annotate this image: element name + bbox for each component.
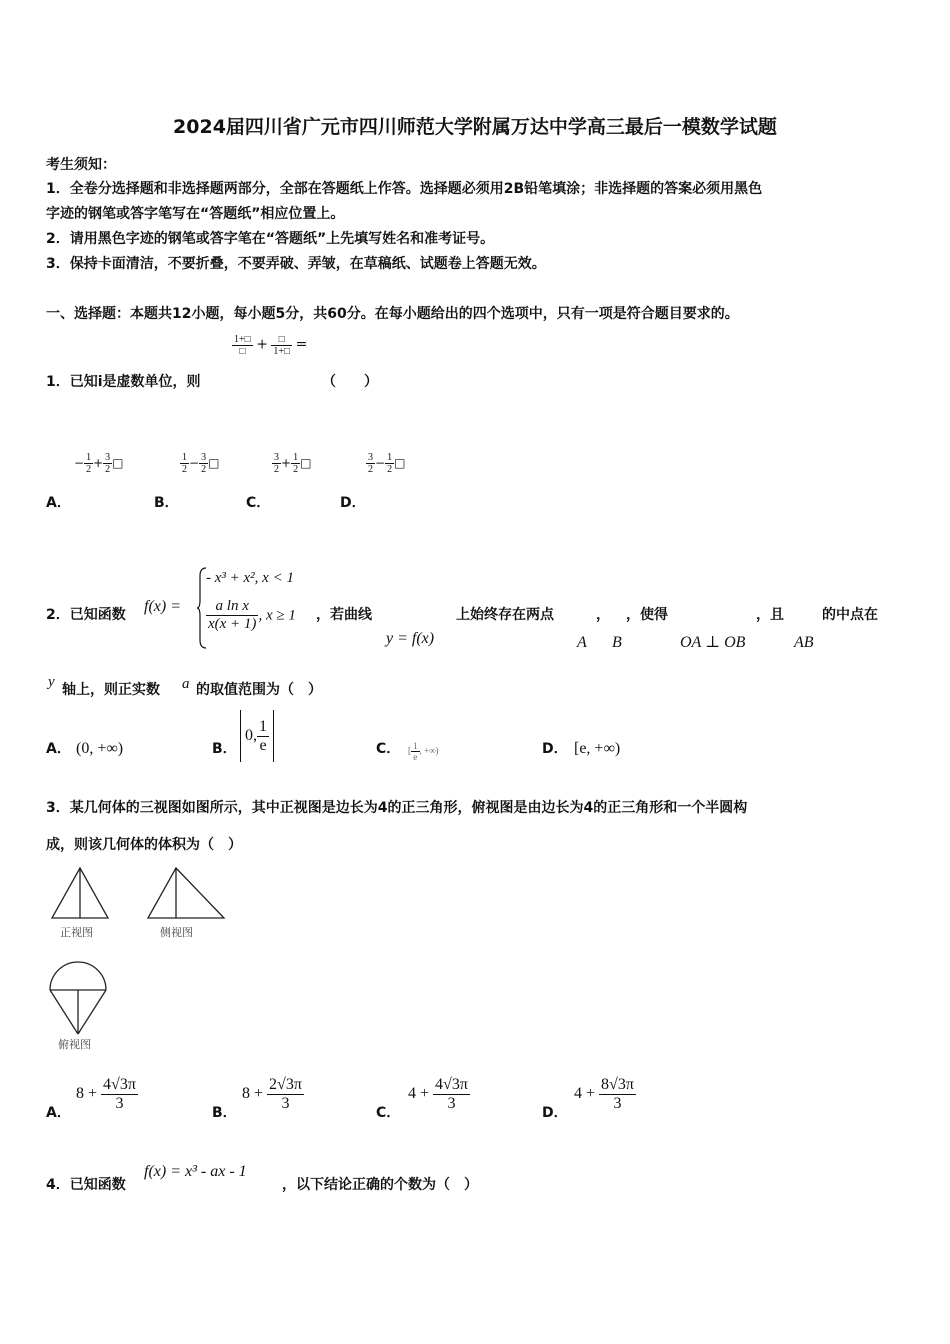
q1-option-d-label[interactable]: D． (340, 495, 366, 511)
q3-stem-2: 成，则该几何体的体积为（ ） (46, 837, 242, 853)
q2-text-2: 上始终存在两点 (456, 607, 554, 623)
q3-option-b-value: 8 + $\frac{2√3\pi}{3}$ (242, 1076, 302, 1112)
side-view-label: 侧视图 (160, 926, 193, 939)
top-view-label: 俯视图 (58, 1038, 91, 1051)
q2-curve: y = f(x) (386, 630, 435, 647)
q4-stem-a: 4．已知函数 (46, 1177, 126, 1193)
q2-point-b: B (612, 634, 622, 651)
q3-option-c-value: 4 + $\frac{4√3\pi}{3}$ (408, 1076, 468, 1112)
q3-option-a-value: 8 + $\frac{4√3\pi}{3}$ (76, 1076, 136, 1112)
q2-perp: OA ⊥ OB (680, 634, 746, 651)
q3-three-views (46, 866, 246, 1056)
q1-option-c-label[interactable]: C． (246, 495, 271, 511)
notice-item-1: 1．全卷分选择题和非选择题两部分，全部在答题纸上作答。选择题必须用2B铅笔填涂；非选择题的答案必须用黑色 (46, 181, 763, 197)
q4-formula: f(x) = x³ - ax - 1 (144, 1163, 247, 1180)
q3-option-d-value: 4 + $\frac{8√3\pi}{3}$ (574, 1076, 634, 1112)
notice-header: 考生须知： (46, 157, 116, 173)
front-view-label: 正视图 (60, 926, 93, 939)
q1-frac-a: $\frac{1+□}{□}$ (234, 334, 251, 357)
q1-option-b-expr: $\frac{1}{2}$ − $\frac{3}{2}$ □ (182, 452, 220, 475)
q2-text-1: ，若曲线 (316, 607, 372, 623)
q3-option-b-label[interactable]: B． (212, 1105, 237, 1121)
q1-paren: （ ） (322, 374, 378, 390)
section-header: 一、选择题：本题共12小题，每小题5分，共60分。在每小题给出的四个选项中，只有一项是符合题目要求的。 (46, 306, 739, 322)
q2-option-d-label[interactable]: D． (542, 741, 568, 757)
q2-stem-a: 2．已知函数 (46, 607, 126, 623)
q2-option-a-value: (0, +∞) (76, 740, 124, 757)
q2-option-c-label[interactable]: C． (376, 741, 401, 757)
q3-option-d-label[interactable]: D． (542, 1105, 568, 1121)
q1-option-d-expr: $\frac{3}{2}$ − $\frac{1}{2}$ □ (368, 452, 406, 475)
q2-text-3: ， (596, 607, 610, 623)
q2-fx: f(x) = (144, 598, 181, 615)
q1-formula: $\frac{1+□}{□}$ + $\frac{□}{1+□}$ = (234, 334, 308, 357)
q2-option-b-label[interactable]: B． (212, 741, 237, 757)
q2-y: y (48, 674, 55, 690)
notice-item-2: 2．请用黑色字迹的钢笔或答字笔在“答题纸”上先填写姓名和准考证号。 (46, 231, 495, 247)
q4-stem-b: ，以下结论正确的个数为（ ） (282, 1177, 478, 1193)
q3-option-c-label[interactable]: C． (376, 1105, 401, 1121)
q2-segment-ab: AB (794, 634, 814, 651)
front-view-triangle (52, 868, 108, 918)
q1-option-c-expr: $\frac{3}{2}$ + $\frac{1}{2}$ □ (274, 452, 312, 475)
top-view-shape (50, 962, 106, 1034)
q2-line2-b: 的取值范围为（ ） (196, 682, 322, 698)
page-title: 2024届四川省广元市四川师范大学附属万达中学高三最后一模数学试题 (173, 116, 777, 138)
q1-stem: 1．已知i是虚数单位，则 (46, 374, 201, 390)
notice-item-1-cont: 字迹的钢笔或答字笔写在“答题纸”相应位置上。 (46, 206, 345, 222)
q2-line2-a: 轴上，则正实数 (62, 682, 160, 698)
q2-case2: $\frac{\text{a ln x}}{x(x + 1)}$ , x ≥ 1 (208, 598, 296, 632)
q2-case1: - x³ + x², x < 1 (206, 570, 294, 586)
q1-option-a-label[interactable]: A． (46, 495, 71, 511)
q2-option-c-value: [ $\frac{1}{e}$ , +∞) (408, 741, 439, 762)
q2-text-6: 的中点在 (822, 607, 878, 623)
q1-option-a-expr: − $\frac{1}{2}$ + $\frac{3}{2}$ □ (74, 452, 124, 475)
q2-point-a: A (577, 634, 587, 651)
q3-stem-1: 3．某几何体的三视图如图所示，其中正视图是边长为4的正三角形，俯视图是由边长为4的正三角形和一个半圆构 (46, 800, 748, 816)
q2-text-5: ，且 (756, 607, 784, 623)
notice-item-3: 3．保持卡面清洁，不要折叠，不要弄破、弄皱，在草稿纸、试题卷上答题无效。 (46, 256, 546, 272)
q2-text-4: ，使得 (626, 607, 668, 623)
q1-frac-b: $\frac{□}{1+□}$ (273, 334, 291, 357)
q2-var-a: a (182, 676, 190, 692)
q2-option-a-label[interactable]: A． (46, 741, 71, 757)
q3-option-a-label[interactable]: A． (46, 1105, 71, 1121)
q1-option-b-label[interactable]: B． (154, 495, 179, 511)
q2-option-d-value: [e, +∞) (574, 740, 621, 757)
side-view-triangle (148, 868, 224, 918)
q2-option-b-value: 0, $\frac{1}{e}$ (240, 710, 274, 762)
